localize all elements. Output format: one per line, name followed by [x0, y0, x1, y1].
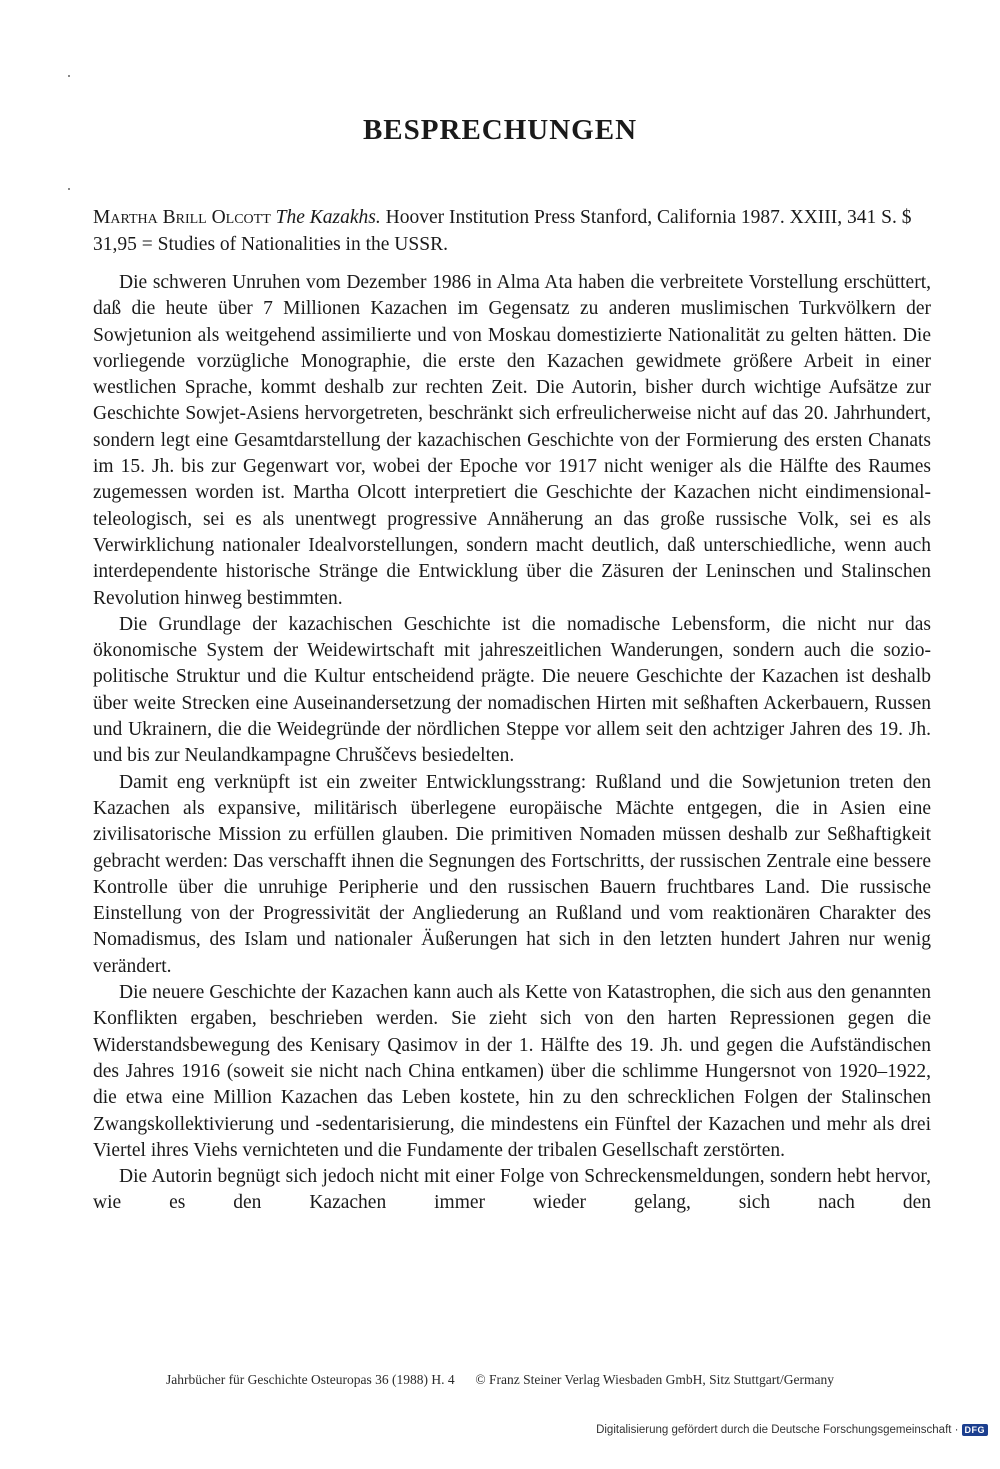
scan-speck [68, 75, 70, 77]
book-citation [93, 204, 931, 258]
scan-speck [68, 188, 70, 190]
citation-author: Martha Brill Olcott [93, 207, 271, 228]
paragraph: Die schweren Unruhen vom Dezember 1986 in Alma Ata haben die verbreitete Vorstellung erschüttert, daß die heute über 7 Millionen Kazachen im Gegensatz zu anderen muslimischen Turkvölkern der Sowjetunion als weitgehend assimilierte und von Moskau domestizierte Nationalität zu gelten hätten. Die vorliegende vorzügliche Monographie, die erste den Kazachen gewidmete größere Arbeit in einer westlichen Sprache, kommt deshalb zur rechten Zeit. Die Autorin, bisher durch wichtige Aufsätze zur Geschichte Sowjet-Asiens hervorgetreten, beschränkt sich erfreulicherweise nicht auf das 20. Jahrhundert, sondern legt eine Gesamtdarstellung der kazachischen Geschichte von der Formierung des ersten Chanats im 15. Jh. bis zur Gegenwart vor, wobei der Epoche vor 1917 nicht weniger als die Hälfte des Raumes zugemessen worden ist. Martha Olcott interpretiert die Geschichte der Kazachen nicht eindimensional-teleologisch, sei es als unentwegt progressive Annäherung an das große russische Volk, sei es als Verwirklichung nationaler Idealvorstellungen, sondern macht deutlich, daß unterschiedliche, wenn auch interdependente historische Stränge die Entwicklung über die Zäsuren der Leninschen und Stalinschen Revolution hinweg bestimmten. [93, 272, 931, 609]
paragraph: Die neuere Geschichte der Kazachen kann auch als Kette von Katastrophen, die sich aus den genannten Konflikten ergaben, beschrieben werden. Sie zieht sich von den harten Repressionen gegen die Widerstandsbewegung des Kenisary Qasimov in der 1. Hälfte des 19. Jh. und gegen die Aufständischen des Jahres 1916 (soweit sie nicht nach China entkamen) über die schlimme Hungersnot von 1920–1922, die etwa eine Million Kazachen das Leben kostete, hin zu den schrecklichen Folgen der Stalinschen Zwangskollektivierung und -sedentarisierung, die mindestens ein Fünftel der Kazachen und mehr als drei Viertel ihres Viehs vernichteten und die Fundamente der tribalen Gesellschaft zerstörten. [93, 982, 931, 1161]
dfg-funding-note [596, 1424, 988, 1436]
review-body [93, 270, 931, 1217]
page-footer [0, 1372, 1000, 1388]
citation-title: The Kazakhs. [275, 207, 381, 228]
paragraph: Die Grundlage der kazachischen Geschichte ist die nomadische Lebensform, die nicht nur das ökonomische System der Weidewirtschaft mit jahreszeitlichen Wanderungen, sondern auch die sozio-politische Struktur und die Kultur entscheidend prägte. Die neuere Geschichte der Kazachen ist deshalb über weite Strecken eine Auseinandersetzung der nomadischen Hirten mit seßhaften Ackerbauern, Russen und Ukrainern, die die Weidegründe der nördlichen Steppe vor allem seit den achtziger Jahren des 19. Jh. und bis zur Neulandkampagne Chruščevs besiedelten. [93, 613, 931, 767]
page-heading: BESPRECHUNGEN [362, 114, 638, 146]
footer-journal: Jahrbücher für Geschichte Osteuropas 36 (1988) H. 4 [165, 1372, 455, 1387]
dfg-logo-icon: DFG [962, 1424, 989, 1436]
dfg-note-text: Digitalisierung gefördert durch die Deutsche Forschungsgemeinschaft · [596, 1424, 959, 1436]
footer-publisher: © Franz Steiner Verlag Wiesbaden GmbH, Sitz Stuttgart/Germany [475, 1372, 835, 1387]
citation-details: Hoover Institution Press Stanford, California 1987. XXIII, 341 S. $ 31,95 = Studies of Nationalities in the USSR. [93, 207, 912, 255]
paragraph: Die Autorin begnügt sich jedoch nicht mit einer Folge von Schreckensmeldungen, sondern hebt hervor, wie es den Kazachen immer wieder gelang, sich nach den [93, 1166, 931, 1214]
paragraph: Damit eng verknüpft ist ein zweiter Entwicklungsstrang: Rußland und die Sowjetunion treten den Kazachen als expansive, militärisch überlegene europäische Mächte entgegen, die in Asien eine zivilisatorische Mission zu erfüllen glauben. Die primitiven Nomaden müssen deshalb zur Seßhaftigkeit gebracht werden: Das verschafft ihnen die Segnungen des Fortschritts, der russischen Zentrale eine bessere Kontrolle über die unruhige Peripherie und den russischen Bauern fruchtbares Land. Die russische Einstellung von der Progressivität der Angliederung an Rußland und vom reaktionären Charakter des Nomadismus, des Islam und nationaler Äußerungen hat sich in den letzten hundert Jahren nur wenig verändert. [93, 771, 931, 977]
